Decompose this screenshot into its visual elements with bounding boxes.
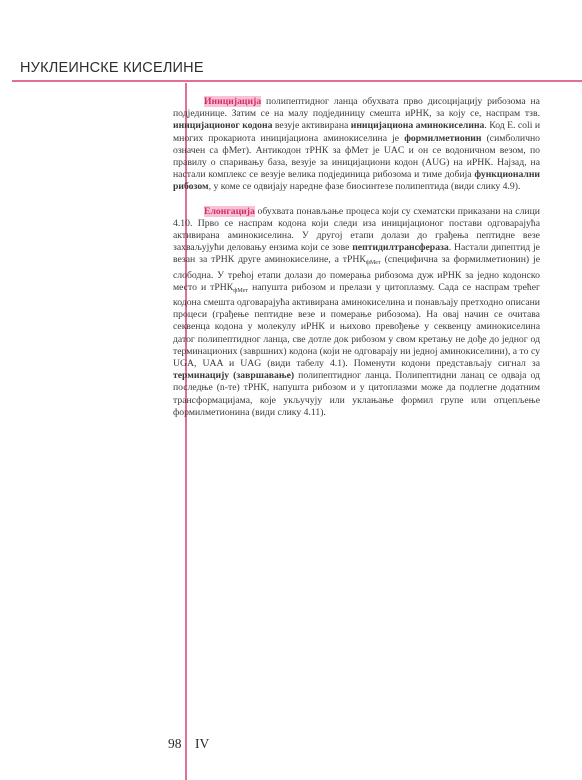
text-run: (специфична за формилметионин) је слободна. У трећој етапи долази до померања рибозома дуж иРНК за једно кодонско место и тРНК — [173, 254, 540, 293]
page-number: 98 — [168, 736, 182, 751]
paragraph-initiation — [173, 96, 540, 194]
text-run: (симболично означен са фМет). Антикодон тРНК за фМет је UAC и он се водоничном везом, по правилу о спаривању база, везује за иницијациони кодон (AUG) на иРНК. Најзад, на настали комплекс се везује велика подјединица рибозома и тиме добија — [173, 132, 540, 181]
chapter-title: НУКЛЕИНСКЕ КИСЕЛИНЕ — [20, 60, 204, 76]
text-run: . Код E. coli и многих прокариота иницијациона аминокиселина је — [173, 120, 541, 144]
body-text — [173, 96, 540, 419]
text-run: везује активирана — [272, 120, 351, 132]
bold-term: пептидилтрансфераза — [352, 242, 449, 254]
header-rule — [12, 80, 582, 82]
bold-term: функционални рибозом — [173, 169, 540, 193]
text-run: полипептидног ланца обухвата прво дисоцијацију рибозома на подјединице. Затим се на малу подјединицу смешта иРНК, за коју се, наспрам тзв. — [173, 96, 540, 120]
text-run: полипептидног ланца. Полипептидни ланац се одваја од последње (n-те) тРНК, напушта рибозом и у цитоплазми може да подлегне додатним трансформацијама, које укључују или уклањање формил групе или отцепљење формилметионина (види слику 4.11). — [173, 370, 540, 418]
text-run: , у коме се одвијају наредне фазе биосинтезе полипептида (види слику 4.9). — [208, 181, 521, 193]
subscript: фМет — [233, 286, 249, 294]
term-initiation: Иницијација — [204, 96, 262, 107]
bold-term: иницијациона аминокиселина — [350, 120, 485, 132]
bold-term: иницијационог кодона — [173, 120, 273, 132]
subscript: фМет — [365, 259, 381, 267]
bold-term: формилметионин — [404, 132, 482, 144]
page-footer — [168, 736, 209, 752]
text-run: . Настали дипептид је везан за тРНК друге аминокиселине, а тРНК — [173, 242, 540, 266]
text-run: напушта рибозом и прелази у цитоплазму. Сада се наспрам трећег кодона смешта одговарајућа активирана аминокиселина и понављају претходно описани процеси (грађење пептидне везе и померање рибозома). На овај начин се очитава секвенца кодона у молекулу иРНК и њихово превођење у секвенцу аминокиселина датог полипептидног ланца, све дотле док рибозом у свом кретању не дође до једног од терминационих (завршних) кодона (који не одговарају ни једној аминокиселини), а то су UGA, UAA и UAG (види табелу 4.1). Поменути кодони представљају сигнал за — [173, 281, 541, 370]
part-number: IV — [195, 736, 210, 751]
bold-term: терминацију (завршавање) — [173, 370, 295, 382]
term-elongation: Елонгација — [204, 205, 255, 217]
paragraph-elongation — [173, 206, 540, 419]
text-run: обухвата понављање процеса који су схематски приказани на слици 4.10. Прво се наспрам кодона који следи иза иницијационог постави одговарајућа активирана аминокиселина. У другој етапи долази до грађења пептидне везе захваљујући деловању ензима који се зове — [173, 205, 540, 254]
